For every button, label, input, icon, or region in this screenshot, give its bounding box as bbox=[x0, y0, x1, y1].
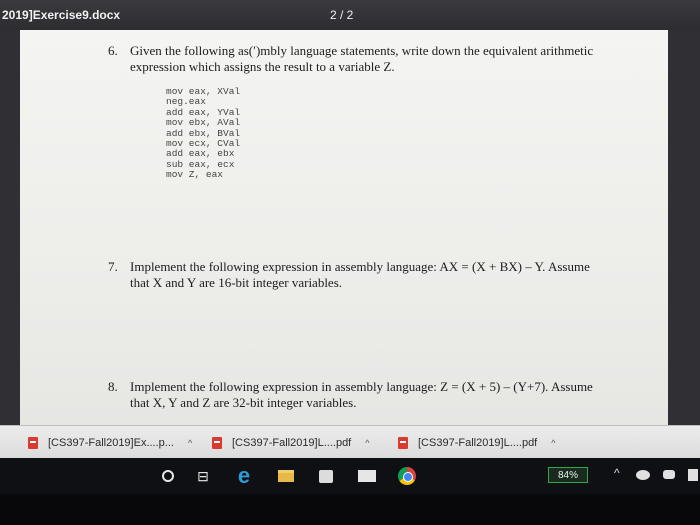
tray-chevron-up-icon[interactable]: ^ bbox=[614, 466, 620, 480]
edge-browser-icon[interactable]: e bbox=[237, 463, 251, 488]
code-line: mov eax, XVal bbox=[166, 86, 241, 97]
code-line: mov ebx, AVal bbox=[166, 117, 241, 129]
code-line: add eax, YVal bbox=[166, 106, 241, 118]
window-titlebar bbox=[0, 0, 700, 30]
chevron-up-icon[interactable]: ^ bbox=[551, 438, 556, 448]
tray-app-icon[interactable] bbox=[663, 470, 675, 479]
chrome-browser-icon[interactable] bbox=[396, 466, 418, 486]
code-line: add eax, ebx bbox=[166, 148, 235, 160]
code-line: mov ecx, CVal bbox=[166, 138, 241, 150]
notification-icon[interactable] bbox=[688, 469, 698, 481]
store-icon[interactable] bbox=[316, 466, 336, 486]
question-text: Given the following as(ʹ)mbly language statements, write down the equivalent arithmetic expression which assigns the result to a variable Z. bbox=[130, 43, 594, 74]
code-line: mov Z, eax bbox=[166, 169, 224, 181]
download-filename: [CS397-Fall2019]Ex....p... bbox=[48, 437, 174, 449]
download-item[interactable] bbox=[398, 435, 555, 451]
question-8 bbox=[108, 379, 648, 413]
download-item[interactable] bbox=[28, 435, 192, 451]
pdf-file-icon bbox=[398, 437, 408, 449]
task-view-icon[interactable]: ⊟ bbox=[197, 467, 209, 484]
viewer-margin-right bbox=[668, 30, 700, 425]
chevron-up-icon[interactable]: ^ bbox=[365, 438, 370, 448]
code-line: neg.eax bbox=[166, 96, 206, 108]
mail-icon[interactable] bbox=[356, 466, 378, 486]
code-line: add ebx, BVal bbox=[166, 127, 241, 139]
pdf-file-icon bbox=[28, 437, 38, 449]
question-text: Implement the following expression in assembly language: Z = (X + 5) – (Y+7). Assume that X, Y and Z are 32-bit integer variables. bbox=[130, 379, 593, 410]
downloads-bar bbox=[0, 425, 700, 458]
screen-bezel bbox=[0, 494, 700, 525]
code-line: sub eax, ecx bbox=[166, 158, 235, 170]
question-text: Implement the following expression in assembly language: AX = (X + BX) – Y. Assume that X and Y are 16-bit integer variables. bbox=[130, 259, 590, 290]
document-page bbox=[20, 30, 668, 425]
cloud-icon[interactable] bbox=[636, 470, 650, 480]
download-filename: [CS397-Fall2019]L....pdf bbox=[232, 437, 352, 449]
question-number: 6. bbox=[108, 43, 118, 58]
download-filename: [CS397-Fall2019]L....pdf bbox=[418, 437, 538, 449]
document-title: 2019]Exercise9.docx bbox=[2, 8, 121, 22]
question-number: 7. bbox=[108, 259, 118, 274]
assembly-code-block bbox=[166, 87, 240, 181]
battery-indicator[interactable]: 84% bbox=[548, 467, 588, 483]
question-7 bbox=[108, 259, 648, 293]
windows-taskbar bbox=[0, 458, 700, 494]
pdf-file-icon bbox=[212, 437, 222, 449]
download-item[interactable] bbox=[212, 435, 369, 451]
viewer-margin-left bbox=[0, 30, 20, 425]
question-6 bbox=[108, 43, 648, 77]
cortana-search-icon[interactable] bbox=[160, 466, 176, 486]
file-explorer-icon[interactable] bbox=[276, 466, 296, 486]
page-indicator: 2 / 2 bbox=[330, 8, 354, 22]
question-number: 8. bbox=[108, 379, 118, 394]
chevron-up-icon[interactable]: ^ bbox=[187, 438, 193, 448]
